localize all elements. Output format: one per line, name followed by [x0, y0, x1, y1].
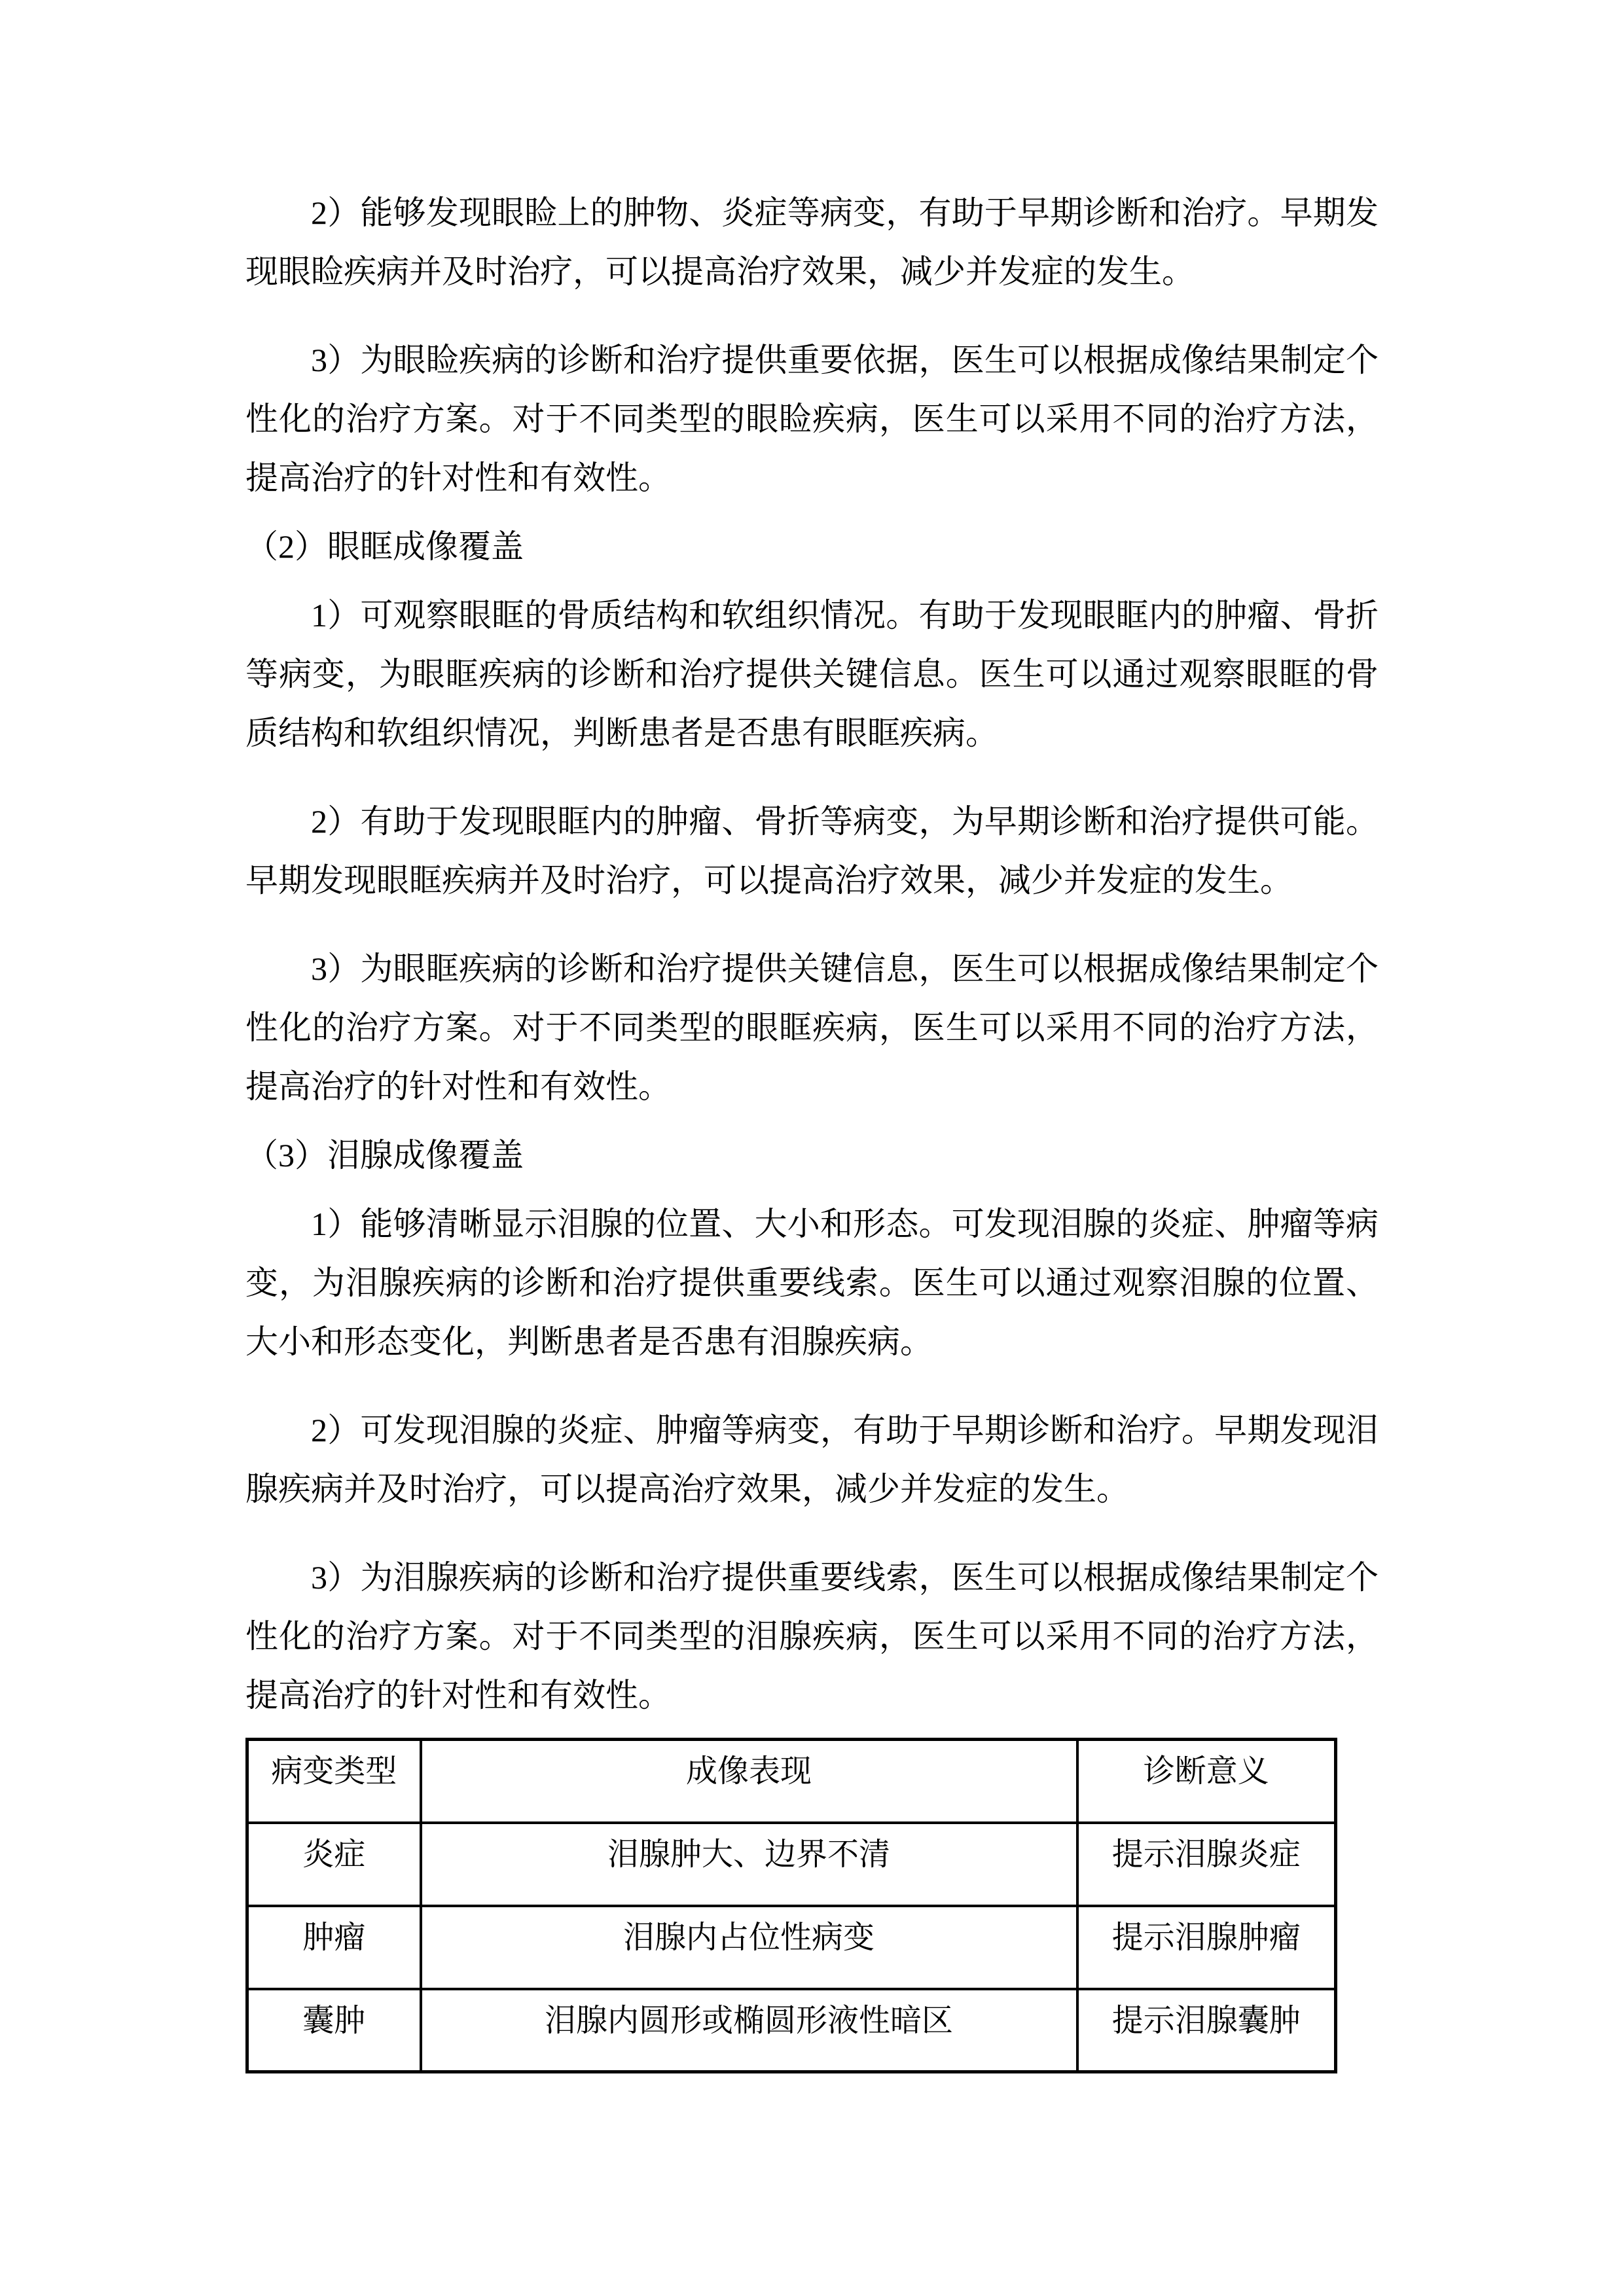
document-content	[245, 183, 1379, 2073]
paragraph: 3）为泪腺疾病的诊断和治疗提供重要线索，医生可以根据成像结果制定个性化的治疗方案。对于不同类型的泪腺疾病，医生可以采用不同的治疗方法，提高治疗的针对性和有效性。	[245, 1559, 1379, 1713]
table-cell: 泪腺内占位性病变	[421, 1906, 1077, 1989]
table-header-row	[247, 1740, 1336, 1823]
table-cell: 肿瘤	[247, 1906, 421, 1989]
table-cell: 提示泪腺炎症	[1077, 1823, 1336, 1906]
paragraph: 3）为眼眶疾病的诊断和治疗提供关键信息，医生可以根据成像结果制定个性化的治疗方案。对于不同类型的眼眶疾病，医生可以采用不同的治疗方法，提高治疗的针对性和有效性。	[245, 950, 1379, 1105]
table-cell: 泪腺肿大、边界不清	[421, 1823, 1077, 1906]
table-row	[247, 1823, 1336, 1906]
table-cell: 提示泪腺肿瘤	[1077, 1906, 1336, 1989]
lesion-table	[245, 1738, 1337, 2073]
paragraph: 3）为眼睑疾病的诊断和治疗提供重要依据，医生可以根据成像结果制定个性化的治疗方案。对于不同类型的眼睑疾病，医生可以采用不同的治疗方法，提高治疗的针对性和有效性。	[245, 342, 1379, 496]
table-cell: 炎症	[247, 1823, 421, 1906]
table-header-cell: 病变类型	[247, 1740, 421, 1823]
paragraph: 2）可发现泪腺的炎症、肿瘤等病变，有助于早期诊断和治疗。早期发现泪腺疾病并及时治疗，可以提高治疗效果，减少并发症的发生。	[245, 1412, 1379, 1507]
paragraph: 2）能够发现眼睑上的肿物、炎症等病变，有助于早期诊断和治疗。早期发现眼睑疾病并及时治疗，可以提高治疗效果，减少并发症的发生。	[245, 194, 1379, 290]
table-row	[247, 1906, 1336, 1989]
table-cell: 泪腺内圆形或椭圆形液性暗区	[421, 1989, 1077, 2072]
paragraph: 1）能够清晰显示泪腺的位置、大小和形态。可发现泪腺的炎症、肿瘤等病变，为泪腺疾病的诊断和治疗提供重要线索。医生可以通过观察泪腺的位置、大小和形态变化，判断患者是否患有泪腺疾病。	[245, 1206, 1379, 1360]
table-header-cell: 诊断意义	[1077, 1740, 1336, 1823]
table-row	[247, 1989, 1336, 2072]
table-cell: 囊肿	[247, 1989, 421, 2072]
section-heading-orbit: （2）眼眶成像覆盖	[245, 528, 524, 565]
table-header-cell: 成像表现	[421, 1740, 1077, 1823]
table-cell: 提示泪腺囊肿	[1077, 1989, 1336, 2072]
paragraph: 2）有助于发现眼眶内的肿瘤、骨折等病变，为早期诊断和治疗提供可能。早期发现眼眶疾病并及时治疗，可以提高治疗效果，减少并发症的发生。	[245, 803, 1379, 899]
section-heading-lacrimal: （3）泪腺成像覆盖	[245, 1137, 524, 1174]
paragraph: 1）可观察眼眶的骨质结构和软组织情况。有助于发现眼眶内的肿瘤、骨折等病变，为眼眶疾病的诊断和治疗提供关键信息。医生可以通过观察眼眶的骨质结构和软组织情况，判断患者是否患有眼眶疾病。	[245, 597, 1379, 751]
